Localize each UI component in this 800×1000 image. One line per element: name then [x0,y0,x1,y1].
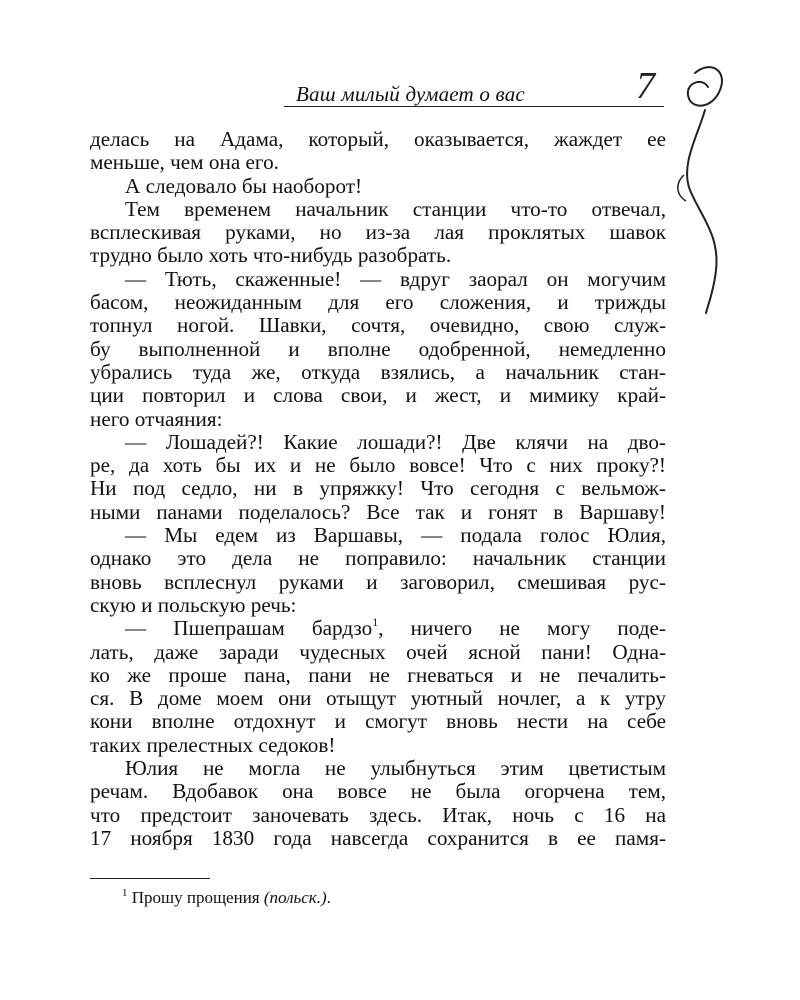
footnote [122,888,331,908]
text-line: него отчаяния: [90,406,223,431]
text-line [90,617,666,640]
text-line: Тем временем начальник станции что-то отвечал, [125,196,666,221]
text-line: убрались туда же, откуда взялись, а начальник стан- [90,359,666,384]
text-line: басом, неожиданным для его сложения, и трижды [90,290,666,315]
text-line: — Мы едем из Варшавы, — подала голос Юлия, [125,523,666,548]
footnote-end: . [326,888,331,907]
footnote-language-note: (польск.) [263,888,327,907]
text-line: лать, даже заради чудесных очей ясной пани! Одна- [90,639,666,664]
text-line: Юлия не могла не улыбнуться этим цветистым [125,756,666,781]
footnote-rule [90,878,210,879]
page-number: 7 [636,65,655,107]
text-line: ре, да хоть бы их и не было вовсе! Что с них проку?! [90,453,666,478]
footnote-text: Прошу прощения [131,888,264,907]
text-line: кони вполне отдохнут и смогут вновь нести на себе [90,709,666,734]
text-fragment: — Пшепрашам бардзо [125,616,373,641]
text-line: ко же проше пана, пани не гневаться и не печалить- [90,662,666,687]
text-line: речам. Вдобавок она вовсе не была огорчена тем, [90,779,666,804]
text-line: ными панами поделалось? Все так и гонят в Варшаву! [90,499,666,524]
running-title: Ваш милый думает о вас [296,82,525,106]
text-fragment: , ничего не могу поде- [378,616,666,641]
text-line: вновь всплеснул руками и заговорил, смешивая рус- [90,569,666,594]
footnote-number: 1 [122,887,128,899]
text-line: меньше, чем она его. [90,150,279,175]
text-line: что предстоит заночевать здесь. Итак, ночь с 16 на [90,802,666,827]
text-line: 17 ноября 1830 года навсегда сохранится в ее памя- [90,825,666,850]
body-text [90,128,666,850]
text-line: скую и польскую речь: [90,592,297,617]
text-line: ся. В доме моем они отыщут уютный ночлег, а к утру [90,686,666,711]
text-line: трудно было хоть что-нибудь разобрать. [90,243,452,268]
text-line: бу выполненной и вполне одобренной, немедленно [90,336,666,361]
header-rule [284,106,664,107]
text-line: всплескивая руками, но из-за лая проклятых шавок [90,220,666,245]
text-line: Ни под седло, ни в упряжку! Что сегодня с вельмож- [90,476,666,501]
text-line: топнул ногой. Шавки, сочтя, очевидно, свою служ- [90,313,666,338]
text-line: однако это дела не поправило: начальник станции [90,546,666,571]
running-header [284,78,584,108]
footnote-reference: 1 [372,615,379,630]
text-line: А следовало бы наоборот! [125,173,363,198]
text-line: — Тють, скаженные! — вдруг заорал он могучим [125,266,666,291]
text-line: — Лошадей?! Какие лошади?! Две клячи на дво- [125,429,666,454]
text-line: ции повторил и слова свои, и жест, и мимику край- [90,383,666,408]
text-line: делась на Адама, который, оказывается, жаждет ее [90,127,666,151]
text-line: таких прелестных седоков! [90,732,336,757]
